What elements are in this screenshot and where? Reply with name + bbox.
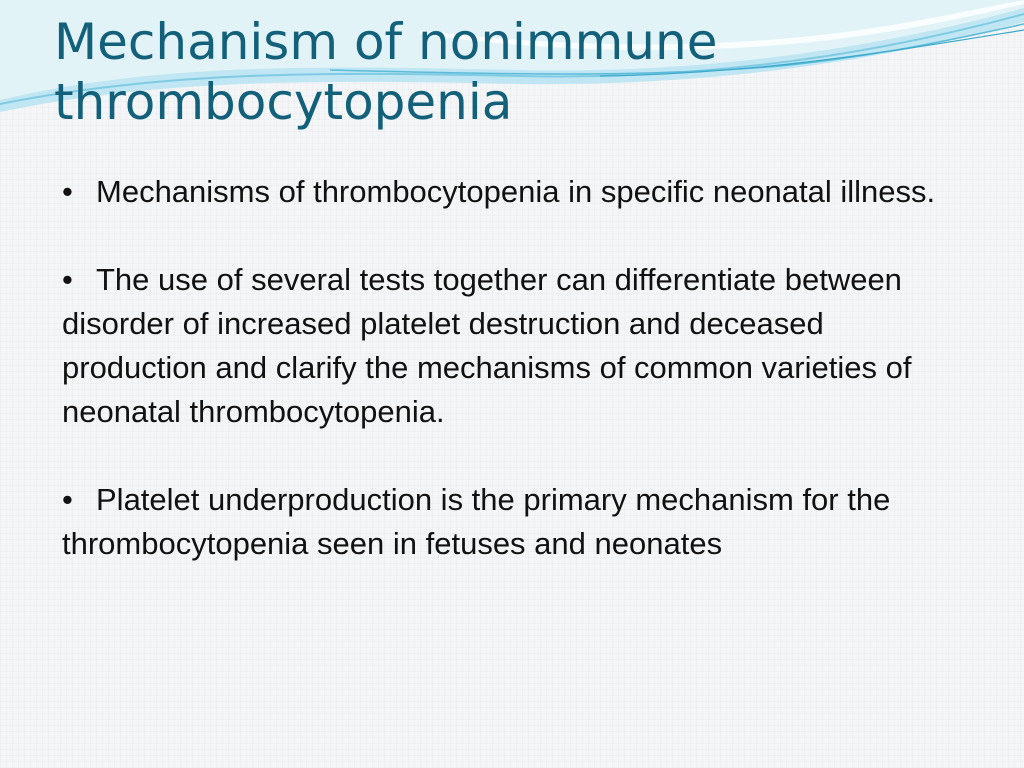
slide-body (62, 170, 962, 610)
bullet-item (62, 170, 962, 214)
bullet-text: Platelet underproduction is the primary mechanism for the thrombocytopenia seen in fetuses and neonates (62, 482, 891, 561)
bullet-item (62, 478, 962, 566)
slide-title: Mechanism of nonimmune thrombocytopenia (54, 13, 718, 131)
bullet-marker: • (62, 174, 73, 209)
bullet-text: Mechanisms of thrombocytopenia in specific neonatal illness. (96, 174, 936, 209)
bullet-marker: • (62, 262, 73, 297)
bullet-item (62, 258, 962, 434)
bullet-marker: • (62, 482, 73, 517)
bullet-text: The use of several tests together can differentiate between disorder of increased platelet destruction and deceased production and clarify the mechanisms of common varieties of neonatal thrombocytopenia. (62, 262, 912, 429)
